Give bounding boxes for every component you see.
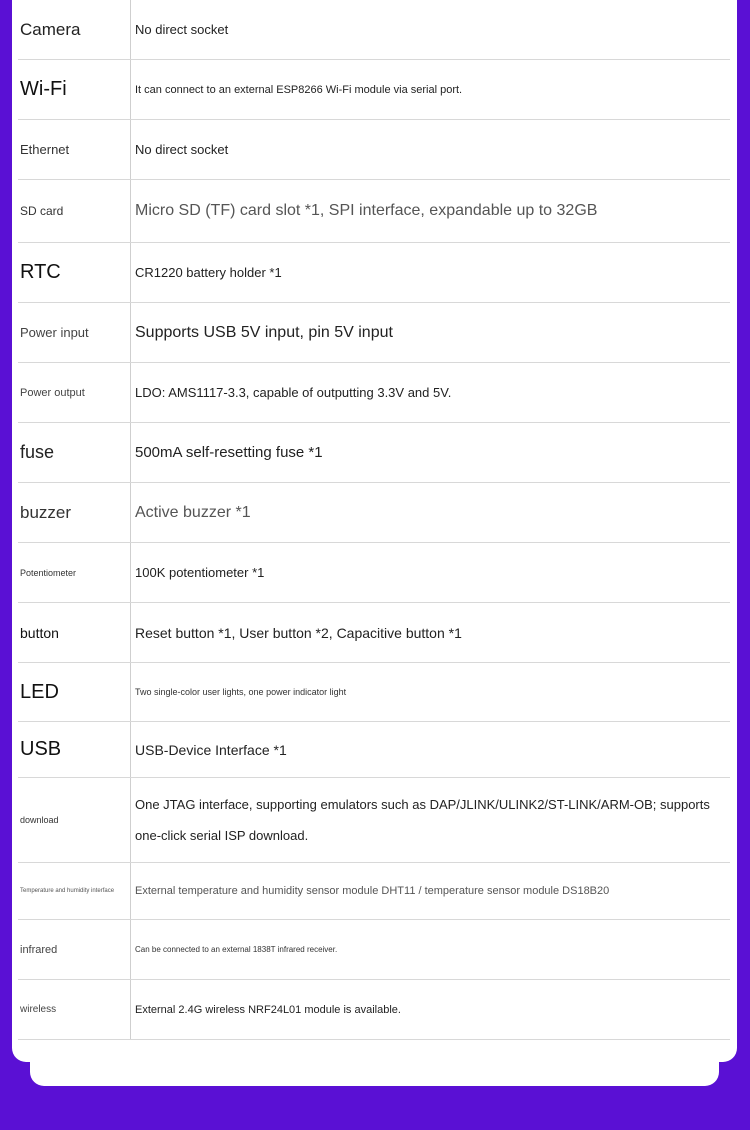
spec-row	[18, 778, 730, 863]
spec-label: Potentiometer	[20, 567, 77, 578]
spec-value: Active buzzer *1	[135, 503, 251, 521]
spec-value: 500mA self-resetting fuse *1	[135, 444, 323, 461]
spec-label: Power input	[20, 325, 89, 340]
spec-value: No direct socket	[135, 22, 229, 37]
spec-label: infrared	[20, 943, 58, 956]
spec-row	[18, 483, 730, 543]
spec-label: SD card	[20, 204, 64, 218]
spec-value: No direct socket	[135, 142, 229, 157]
spec-row	[18, 920, 730, 980]
spec-value: 100K potentiometer *1	[135, 565, 265, 580]
spec-value: Micro SD (TF) card slot *1, SPI interface, expandable up to 32GB	[135, 202, 598, 219]
spec-value: USB-Device Interface *1	[135, 741, 287, 758]
spec-value: One JTAG interface, supporting emulators such as DAP/JLINK/ULINK2/ST-LINK/ARM-OB; supports one-click serial ISP download.	[135, 797, 710, 843]
spec-value: Can be connected to an external 1838T infrared receiver.	[135, 945, 338, 954]
spec-label: LED	[20, 680, 59, 703]
spec-value: Two single-color user lights, one power indicator light	[135, 687, 347, 697]
spec-value: CR1220 battery holder *1	[135, 265, 282, 280]
spec-row	[18, 180, 730, 243]
spec-row	[18, 663, 730, 722]
spec-value: External temperature and humidity sensor module DHT11 / temperature sensor module DS18B20	[135, 885, 610, 897]
spec-label: button	[20, 624, 59, 641]
card-bottom-tab	[30, 1050, 719, 1086]
spec-row	[18, 543, 730, 603]
spec-label: Wi-Fi	[20, 78, 67, 100]
spec-row	[18, 722, 730, 778]
spec-row	[18, 603, 730, 663]
spec-value: LDO: AMS1117-3.3, capable of outputting 3.3V and 5V.	[135, 385, 452, 400]
spec-label: buzzer	[20, 502, 72, 522]
spec-row	[18, 423, 730, 483]
spec-label: Power output	[20, 386, 85, 399]
spec-row	[18, 0, 730, 60]
spec-row	[18, 60, 730, 120]
spec-value: Supports USB 5V input, pin 5V input	[135, 323, 393, 341]
spec-label: Camera	[20, 19, 81, 39]
spec-value: It can connect to an external ESP8266 Wi-Fi module via serial port.	[135, 83, 463, 96]
spec-row	[18, 363, 730, 423]
spec-row	[18, 303, 730, 363]
spec-label: download	[20, 815, 59, 825]
spec-label: USB	[20, 738, 62, 760]
spec-row	[18, 243, 730, 303]
spec-label: wireless	[20, 1004, 57, 1015]
spec-value: External 2.4G wireless NRF24L01 module is available.	[135, 1003, 401, 1016]
spec-label: fuse	[20, 442, 55, 462]
spec-row	[18, 863, 730, 920]
spec-row	[18, 120, 730, 180]
spec-value: Reset button *1, User button *2, Capacitive button *1	[135, 624, 462, 641]
spec-label: Ethernet	[20, 142, 70, 157]
spec-label: Temperature and humidity interface	[20, 888, 115, 894]
spec-label: RTC	[20, 261, 61, 283]
spec-row	[18, 980, 730, 1040]
